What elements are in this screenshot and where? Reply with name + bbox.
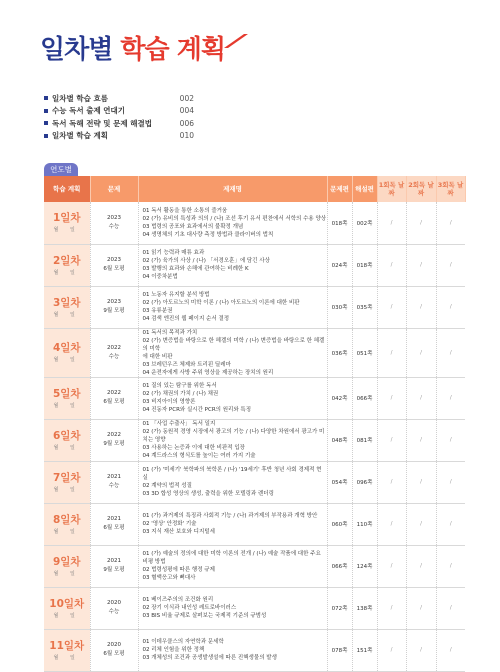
topic-item: 01 (가) '미세기' 북학파의 북학론 / (나) '19세기' 후반 청년 사회 경제적 현실	[142, 467, 322, 481]
header-check1: 1회독 날짜	[377, 176, 406, 202]
topic-item: 01 이데우클스의 자연학과 문세학	[142, 639, 224, 645]
check-date-cell[interactable]: /	[377, 202, 406, 244]
month-day-label: 월 일	[53, 402, 80, 409]
topic-item: 04 검색 엔진의 웹 페이지 순서 결정	[142, 316, 230, 322]
check-date-cell[interactable]: /	[436, 461, 465, 503]
check-date-cell[interactable]: /	[436, 377, 465, 419]
check-date-cell[interactable]: /	[436, 545, 465, 587]
day-label: 9일차	[52, 555, 81, 568]
topic-item: 01 「사업 수출사」 독서 일지	[142, 421, 216, 427]
header-check2: 2회독 날짜	[406, 176, 436, 202]
topic-item: 01 독서의 목적과 가치	[142, 329, 198, 336]
topics-cell	[138, 461, 327, 503]
check-date-cell[interactable]: /	[436, 286, 465, 328]
toc-item[interactable]	[44, 130, 194, 143]
title-part1: 일차별	[40, 35, 113, 65]
check-date-cell[interactable]: /	[436, 244, 465, 286]
table-row	[44, 286, 465, 328]
problem-line: 6월 모평	[103, 399, 125, 405]
month-day-label: 월 일	[53, 269, 80, 276]
problem-line: 9월 모평	[103, 567, 125, 573]
problem-line: 2020	[107, 642, 121, 648]
problem-page-cell: 036쪽	[327, 328, 352, 377]
topics-cell	[138, 587, 327, 629]
problem-line: 2020	[107, 600, 121, 606]
check-date-cell[interactable]: /	[436, 419, 465, 461]
topic-item: 03 지식 재산 보호와 디지털세	[142, 529, 215, 535]
topic-item: 01 읽기 능력과 매튜 효과	[142, 250, 205, 256]
month-day-label: 월 일	[53, 357, 80, 363]
check-date-cell[interactable]: /	[436, 328, 465, 377]
problem-line: 9월 모평	[103, 308, 125, 314]
day-cell	[44, 286, 90, 328]
solution-page-cell: 110쪽	[352, 503, 377, 545]
table-row	[44, 545, 465, 587]
problem-cell	[90, 587, 138, 629]
solution-page-cell: 002쪽	[352, 202, 377, 244]
bullet-icon	[44, 134, 48, 138]
problem-line: 수능	[108, 223, 120, 230]
topic-item: 에 대한 비판	[142, 353, 173, 360]
problem-page-cell: 048쪽	[327, 419, 352, 461]
topic-item: 02 (가) 아도르노의 미학 이론 / (나) 아도르노의 이론에 대한 비판	[142, 300, 300, 306]
header-check3: 3회독 날짜	[436, 176, 465, 202]
problem-cell	[90, 503, 138, 545]
topic-item: 01 독서 활동을 통한 소통의 즐거움	[142, 207, 228, 214]
solution-page-cell: 018쪽	[352, 244, 377, 286]
topic-item: 02 리체 인험을 위한 정책	[142, 647, 205, 653]
day-cell	[44, 377, 90, 419]
solution-page-cell: 081쪽	[352, 419, 377, 461]
day-label: 4일차	[52, 342, 81, 354]
topics-cell	[138, 629, 327, 671]
toc-item[interactable]	[44, 105, 194, 118]
topics-cell	[138, 419, 327, 461]
day-label: 8일차	[52, 513, 81, 526]
toc-item[interactable]	[44, 117, 194, 130]
topic-item: 04 운전자에게 사방 주위 영상을 제공하는 장치의 원리	[142, 369, 274, 376]
problem-line: 2021	[107, 558, 121, 564]
problem-cell	[90, 377, 138, 419]
solution-page-cell: 124쪽	[352, 545, 377, 587]
problem-line: 6월 모평	[103, 525, 125, 531]
toc-page: 004	[179, 106, 194, 116]
day-cell	[44, 328, 90, 377]
topics-cell	[138, 503, 327, 545]
title-part2: 학습 계획	[120, 35, 225, 65]
header-problem-page: 문제편	[327, 176, 352, 202]
check-date-cell[interactable]: /	[377, 629, 406, 671]
edition-tab[interactable]: 연도별	[44, 163, 78, 176]
topic-item: 03 혈액응고와 뼈대사	[142, 575, 196, 581]
problem-page-cell: 018쪽	[327, 202, 352, 244]
solution-page-cell: 035쪽	[352, 286, 377, 328]
check-date-cell[interactable]: /	[377, 461, 406, 503]
table-body	[44, 202, 465, 671]
check-date-cell[interactable]: /	[406, 328, 436, 377]
topic-item: 03 법령의 공포와 효과에서의 불확정 개념	[142, 223, 244, 230]
check-date-cell[interactable]: /	[377, 286, 406, 328]
table-row	[44, 461, 465, 503]
topic-item: 03 비지아이의 영향론	[142, 399, 196, 405]
solution-page-cell: 096쪽	[352, 461, 377, 503]
topic-item: 03 3D 합성 영상의 생성, 출력을 위한 모델링과 렌더링	[142, 491, 274, 497]
day-label: 3일차	[52, 296, 81, 309]
problem-line: 9월 모평	[103, 441, 125, 447]
slash-mark-icon	[220, 34, 248, 48]
problem-page-cell: 072쪽	[327, 587, 352, 629]
problem-line: 6월 모평	[103, 266, 125, 272]
problem-page-cell: 078쪽	[327, 629, 352, 671]
check-date-cell[interactable]: /	[377, 587, 406, 629]
topics-cell	[138, 545, 327, 587]
topic-item: 02 '영상' 안정화' 기술	[142, 521, 197, 527]
problem-page-cell: 030쪽	[327, 286, 352, 328]
problem-line: 2023	[107, 257, 121, 263]
check-date-cell[interactable]: /	[406, 419, 436, 461]
study-plan-table	[44, 176, 466, 672]
problem-line: 2022	[107, 390, 121, 396]
day-label: 10일차	[49, 597, 85, 610]
topic-item: 01 (가) 예술의 정의에 대한 미학 이론의 전개 / (나) 예술 작품에 대한 주요 비평 방법	[142, 551, 321, 565]
topic-item: 01 노동자 유지할 분석 방법	[142, 292, 210, 298]
problem-line: 수능	[108, 609, 120, 615]
topics-cell	[138, 202, 327, 244]
topic-item: 03 브레턴우즈 체제와 트리핀 딜레마	[142, 361, 231, 368]
day-cell	[44, 503, 90, 545]
topic-item: 02 법령성평에 따른 행정 규제	[142, 567, 215, 573]
header-study: 학습 계획	[44, 176, 90, 202]
topic-item: 01 (가) 과거제의 특징과 사회적 기능 / (나) 과거제의 부작용과 개혁 방안	[142, 513, 318, 519]
problem-cell	[90, 328, 138, 377]
bullet-icon	[44, 96, 48, 100]
day-cell	[44, 587, 90, 629]
check-date-cell[interactable]: /	[406, 503, 436, 545]
table-row	[44, 587, 465, 629]
topic-item: 04 이중차분법	[142, 274, 178, 280]
check-date-cell[interactable]: /	[377, 244, 406, 286]
month-day-label: 월 일	[53, 612, 80, 619]
solution-page-cell: 051쪽	[352, 328, 377, 377]
topics-cell	[138, 328, 327, 377]
topic-item: 01 질의 있는 탐구를 위한 독서	[142, 383, 217, 389]
toc-page: 002	[179, 93, 194, 103]
topic-item: 02 (가) 변증법을 바탕으로 한 헤겔의 미학 / (나) 변증법을 바탕으로 한 헤겔의 미학	[142, 337, 325, 352]
day-cell	[44, 244, 90, 286]
toc-page: 010	[179, 131, 194, 141]
topic-item: 03 유류분권	[142, 308, 173, 314]
check-date-cell[interactable]: /	[377, 503, 406, 545]
problem-line: 2021	[107, 474, 121, 480]
problem-line: 2022	[107, 344, 121, 351]
check-date-cell[interactable]: /	[406, 461, 436, 503]
topic-item: 02 (가) 유비의 특성과 의의 / (나) 조선 후기 유서 편찬에서 서학의 수용 양상	[142, 215, 327, 222]
table-row	[44, 328, 465, 377]
check-date-cell[interactable]: /	[406, 629, 436, 671]
problem-cell	[90, 244, 138, 286]
month-day-label: 월 일	[53, 227, 80, 234]
problem-line: 2023	[107, 299, 121, 305]
month-day-label: 월 일	[53, 654, 80, 661]
topic-item: 02 장기 이식과 내인성 레트로바이러스	[142, 605, 237, 611]
toc-item[interactable]	[44, 92, 194, 105]
check-date-cell[interactable]: /	[436, 629, 465, 671]
day-label: 6일차	[52, 429, 81, 442]
day-cell	[44, 545, 90, 587]
topic-item: 02 (가) 동원적 경영 시장에서 광고의 기능 / (나) 다양한 차원에서 광고가 미치는 영향	[142, 429, 325, 443]
topic-item: 02 계약의 법적 성질	[142, 483, 192, 489]
problem-line: 6월 모평	[103, 651, 125, 657]
table-row	[44, 377, 465, 419]
check-date-cell[interactable]: /	[377, 377, 406, 419]
topic-item: 03 개체성의 조건과 공생발생설에 따른 진핵생물의 발생	[142, 655, 277, 661]
topic-item: 04 생명체의 기초 대사량 측정 방법과 클라이버의 법칙	[142, 231, 274, 238]
toc-label: 일차별 학습 흐름	[52, 93, 108, 103]
problem-line: 2021	[107, 516, 121, 522]
problem-page-cell: 060쪽	[327, 503, 352, 545]
problem-page-cell: 024쪽	[327, 244, 352, 286]
problem-cell	[90, 545, 138, 587]
check-date-cell[interactable]: /	[377, 328, 406, 377]
day-cell	[44, 419, 90, 461]
check-date-cell[interactable]: /	[436, 202, 465, 244]
check-date-cell[interactable]: /	[377, 419, 406, 461]
problem-page-cell: 042쪽	[327, 377, 352, 419]
toc-page: 006	[179, 118, 194, 128]
topics-cell	[138, 286, 327, 328]
check-date-cell[interactable]: /	[377, 545, 406, 587]
check-date-cell[interactable]: /	[406, 377, 436, 419]
month-day-label: 월 일	[53, 311, 80, 318]
toc-label: 일차별 학습 계획	[52, 131, 108, 141]
toc-label: 수능 독서 출제 연대기	[52, 106, 126, 116]
problem-line: 수능	[108, 483, 120, 489]
header-solution-page: 해설편	[352, 176, 377, 202]
topic-item: 04 진동자 PCR와 실시간 PCR의 원리와 특징	[142, 407, 252, 413]
check-date-cell[interactable]: /	[406, 545, 436, 587]
check-date-cell[interactable]: /	[436, 503, 465, 545]
page-title	[40, 30, 225, 70]
table-row	[44, 629, 465, 671]
table-row	[44, 202, 465, 244]
bullet-icon	[44, 109, 48, 113]
day-label: 1일차	[52, 212, 81, 225]
month-day-label: 월 일	[53, 528, 80, 535]
problem-page-cell: 054쪽	[327, 461, 352, 503]
topic-item: 03 사용하는 논증과 이에 대한 비판적 입장	[142, 445, 245, 451]
month-day-label: 월 일	[53, 444, 80, 451]
toc-label: 독서 독해 전략 및 문제 해결법	[52, 118, 152, 128]
table-row	[44, 503, 465, 545]
day-cell	[44, 629, 90, 671]
day-cell	[44, 461, 90, 503]
table-row	[44, 244, 465, 286]
solution-page-cell: 138쪽	[352, 587, 377, 629]
month-day-label: 월 일	[53, 486, 80, 493]
header-topic: 제재명	[138, 176, 327, 202]
month-day-label: 월 일	[53, 570, 80, 577]
problem-line: 2022	[107, 432, 121, 438]
solution-page-cell: 066쪽	[352, 377, 377, 419]
topics-cell	[138, 377, 327, 419]
day-cell	[44, 202, 90, 244]
topic-item: 03 발행의 효과와 손해에 관여하는 비례한 K	[142, 266, 249, 272]
day-label: 5일차	[52, 387, 81, 400]
topic-item: 04 계드라스의 형식도를 높이는 여러 가지 기술	[142, 453, 256, 459]
day-label: 2일차	[52, 254, 81, 267]
topic-item: 01 베이즈주의의 조건화 원리	[142, 597, 214, 603]
problem-cell	[90, 202, 138, 244]
header-problem: 문제	[90, 176, 138, 202]
problem-page-cell: 066쪽	[327, 545, 352, 587]
topic-item: 03 BIS 비율 규제로 살펴보는 국제적 기준의 규범성	[142, 613, 267, 619]
topics-cell	[138, 244, 327, 286]
problem-cell	[90, 419, 138, 461]
day-label: 11일차	[49, 639, 85, 652]
table-header-row	[44, 176, 465, 202]
table-row	[44, 419, 465, 461]
problem-cell	[90, 286, 138, 328]
table-of-contents	[44, 92, 194, 142]
check-date-cell[interactable]: /	[406, 286, 436, 328]
topic-item: 02 (가) 채권의 가치 / (나) 채권	[142, 391, 219, 397]
problem-line: 2023	[107, 214, 121, 221]
solution-page-cell: 151쪽	[352, 629, 377, 671]
check-date-cell[interactable]: /	[436, 587, 465, 629]
check-date-cell[interactable]: /	[406, 202, 436, 244]
check-date-cell[interactable]: /	[406, 587, 436, 629]
problem-cell	[90, 629, 138, 671]
problem-cell	[90, 461, 138, 503]
problem-line: 수능	[108, 353, 120, 360]
day-label: 7일차	[52, 471, 81, 484]
bullet-icon	[44, 121, 48, 125]
topic-item: 02 (가) 육가의 사상 / (나) 「서경오훈」에 담긴 사상	[142, 258, 270, 264]
check-date-cell[interactable]: /	[406, 244, 436, 286]
